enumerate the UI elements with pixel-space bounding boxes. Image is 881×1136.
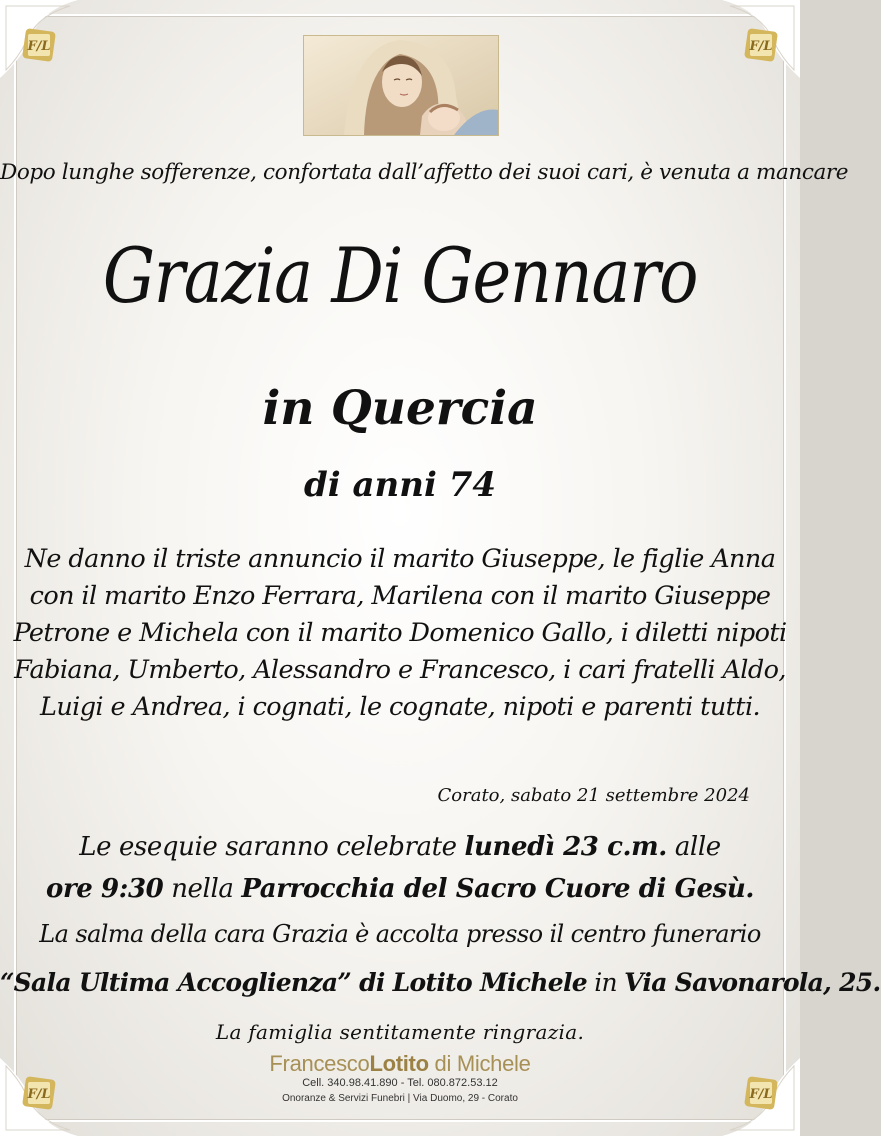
funeral-line (0, 868, 800, 910)
place-date: Corato, sabato 21 settembre 2024 (437, 785, 750, 806)
svg-text:F/L: F/L (27, 1087, 51, 1102)
fl-logo-icon (744, 28, 778, 62)
funeral-line: La salma della cara Grazia è accolta presso il centro funerario (39, 920, 761, 948)
deceased-name: Grazia Di Gennaro (102, 231, 698, 320)
svg-text:F/L: F/L (749, 1087, 773, 1102)
funeral-home-brand (0, 1051, 800, 1077)
announcement-text (0, 541, 800, 726)
thanks-text: La famiglia sentitamente ringrazia. (215, 1020, 585, 1044)
brand-phones: Cell. 340.98.41.890 - Tel. 080.872.53.12 (302, 1077, 498, 1089)
announcement-line: Ne danno il triste annuncio il marito Giuseppe, le figlie Anna (24, 544, 776, 574)
fl-logo-icon (22, 28, 56, 62)
funeral-text: Le esequie saranno celebrate (79, 832, 465, 862)
funeral-church: Parrocchia del Sacro Cuore di Gesù. (241, 874, 754, 904)
madonna-and-child-image (303, 35, 499, 136)
svg-text:F/L: F/L (27, 39, 51, 54)
funeral-text: alle (666, 832, 721, 862)
funeral-text: nella (163, 874, 242, 904)
brand-last: Lotito (369, 1051, 429, 1076)
brand-address: Onoranze & Servizi Funebri | Via Duomo, 29 - Corato (282, 1093, 518, 1104)
announcement-line: Petrone e Michela con il marito Domenico Gallo, i diletti nipoti (13, 618, 787, 648)
married-name: in Quercia (262, 381, 538, 436)
funeral-address: Via Savonarola, 25. (624, 968, 881, 997)
brand-first: Francesco (269, 1051, 370, 1076)
funeral-line (0, 826, 800, 868)
funeral-line (0, 968, 881, 997)
funeral-time: ore 9:30 (46, 874, 164, 904)
funeral-home: “Sala Ultima Accoglienza” di Lotito Michele (0, 968, 587, 997)
brand-suffix: di Michele (434, 1051, 531, 1076)
announcement-line: Luigi e Andrea, i cognati, le cognate, nipoti e parenti tutti. (39, 692, 761, 722)
intro-text: Dopo lunghe sofferenze, confortata dall’affetto dei suoi cari, è venuta a mancare (0, 160, 849, 185)
announcement-line: con il marito Enzo Ferrara, Marilena con il marito Giuseppe (29, 581, 771, 611)
age-text: di anni 74 (303, 465, 497, 505)
svg-text:F/L: F/L (749, 39, 773, 54)
announcement-line: Fabiana, Umberto, Alessandro e Francesco, i cari fratelli Aldo, (14, 655, 786, 685)
funeral-text: in (586, 968, 625, 997)
funeral-date: lunedì 23 c.m. (464, 832, 667, 862)
